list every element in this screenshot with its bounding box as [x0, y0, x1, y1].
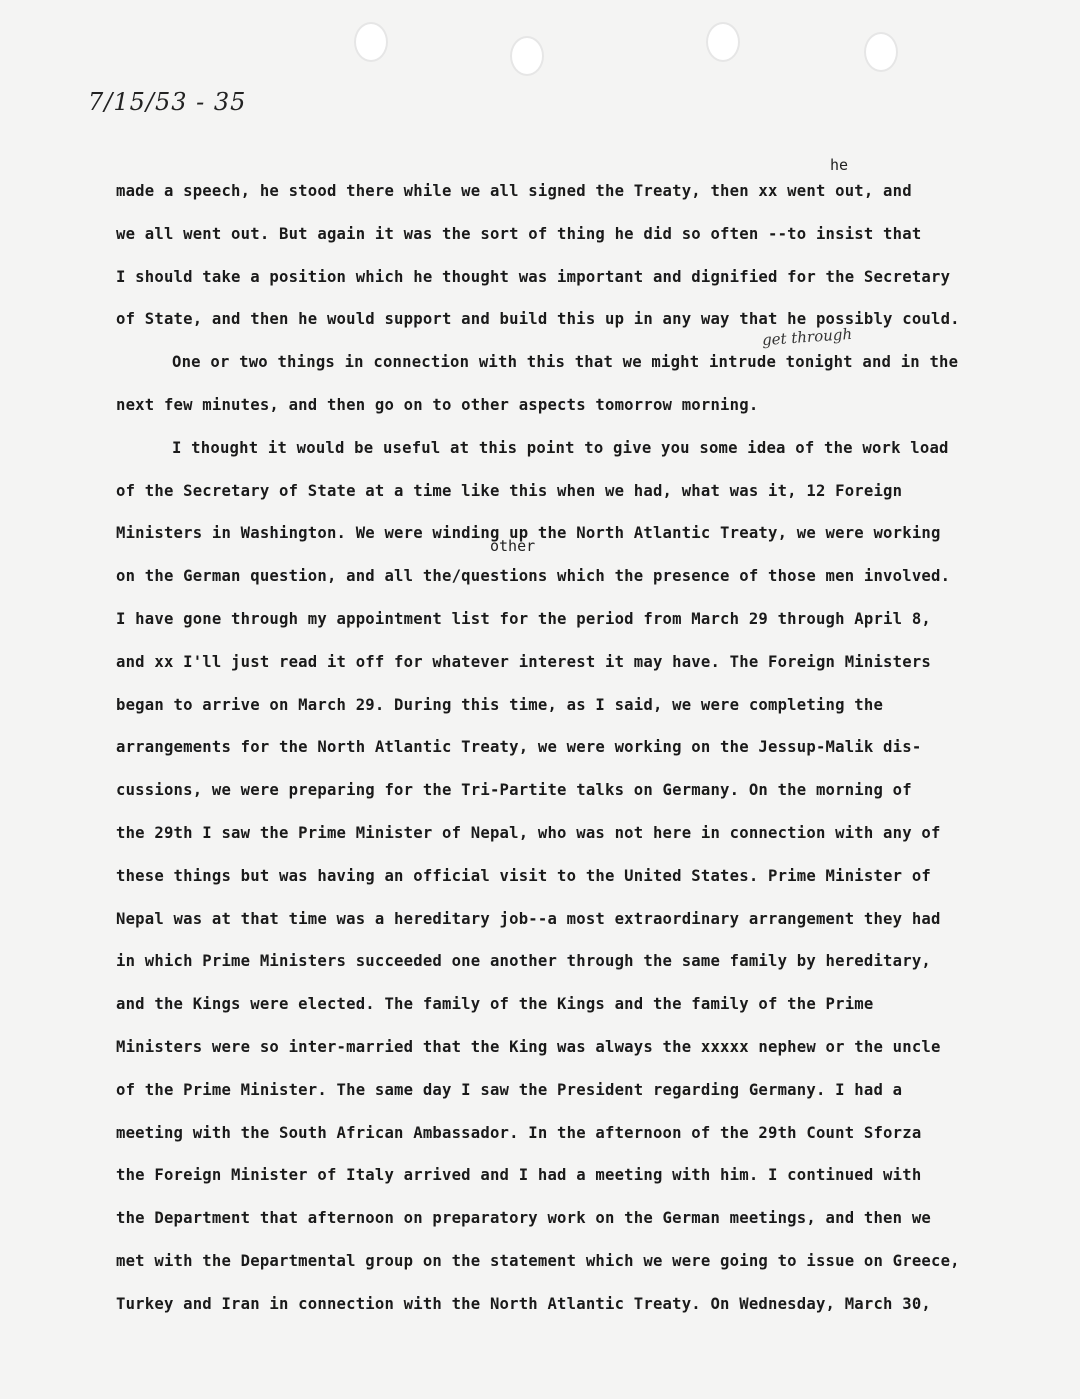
text-line: Turkey and Iran in connection with the North Atlantic Treaty. On Wednesday, March 30,: [116, 1294, 931, 1313]
text-line: began to arrive on March 29. During this time, as I said, we were completing the: [116, 695, 884, 714]
text-line: meeting with the South African Ambassador. In the afternoon of the 29th Count Sforza: [116, 1123, 922, 1142]
text-line: and xx I'll just read it off for whatever interest it may have. The Foreign Ministers: [116, 652, 931, 671]
page-number: 7/15/53 - 35: [88, 88, 247, 116]
text-line: next few minutes, and then go on to other aspects tomorrow morning.: [116, 395, 759, 414]
handwritten-correction: get through: [761, 324, 853, 350]
text-line: Nepal was at that time was a hereditary job--a most extraordinary arrangement they had: [116, 909, 941, 928]
text-line: cussions, we were preparing for the Tri-Partite talks on Germany. On the morning of: [116, 781, 912, 800]
punch-hole: [866, 34, 896, 70]
text-line: Ministers in Washington. We were winding up the North Atlantic Treaty, we were working: [116, 524, 941, 543]
text-line: the 29th I saw the Prime Minister of Nepal, who was not here in connection with any of: [116, 823, 941, 842]
text-line: met with the Departmental group on the statement which we were going to issue on Greece,: [116, 1251, 960, 1270]
text-line: made a speech, he stood there while we all signed the Treaty, then xx went out, and: [116, 182, 912, 200]
text-line: the Foreign Minister of Italy arrived and I had a meeting with him. I continued with: [116, 1166, 922, 1185]
text-line: Ministers were so inter-married that the King was always the xxxxx nephew or the uncle: [116, 1037, 941, 1056]
text-line: on the German question, and all the/questions which the presence of those men involved.: [116, 567, 951, 586]
interlineation-he: he: [830, 156, 849, 174]
body-text: [116, 170, 1046, 1326]
text-line: these things but was having an official visit to the United States. Prime Minister of: [116, 866, 931, 885]
text-line: I have gone through my appointment list for the period from March 29 through April 8,: [116, 609, 931, 628]
text-line: we all went out. But again it was the sort of thing he did so often --to insist that: [116, 224, 922, 243]
punch-hole: [512, 38, 542, 74]
text-line: One or two things in connection with this that we might intrude tonight and in the: [172, 353, 959, 372]
text-line: of the Secretary of State at a time like this when we had, what was it, 12 Foreign: [116, 481, 903, 500]
text-line: of the Prime Minister. The same day I saw the President regarding Germany. I had a: [116, 1080, 903, 1099]
punch-hole: [708, 24, 738, 60]
text-line: of State, and then he would support and build this up in any way that he possibly could.: [116, 310, 960, 329]
punch-hole: [356, 24, 386, 60]
text-line: arrangements for the North Atlantic Treaty, we were working on the Jessup-Malik dis-: [116, 738, 922, 757]
text-line: I should take a position which he thought was important and dignified for the Secretary: [116, 267, 951, 286]
text-line: I thought it would be useful at this point to give you some idea of the work load: [172, 438, 949, 457]
text-line: the Department that afternoon on preparatory work on the German meetings, and then we: [116, 1209, 931, 1228]
interlineation-other: other: [490, 537, 536, 555]
text-line: in which Prime Ministers succeeded one another through the same family by hereditary,: [116, 952, 931, 971]
text-line: and the Kings were elected. The family of the Kings and the family of the Prime: [116, 995, 874, 1014]
